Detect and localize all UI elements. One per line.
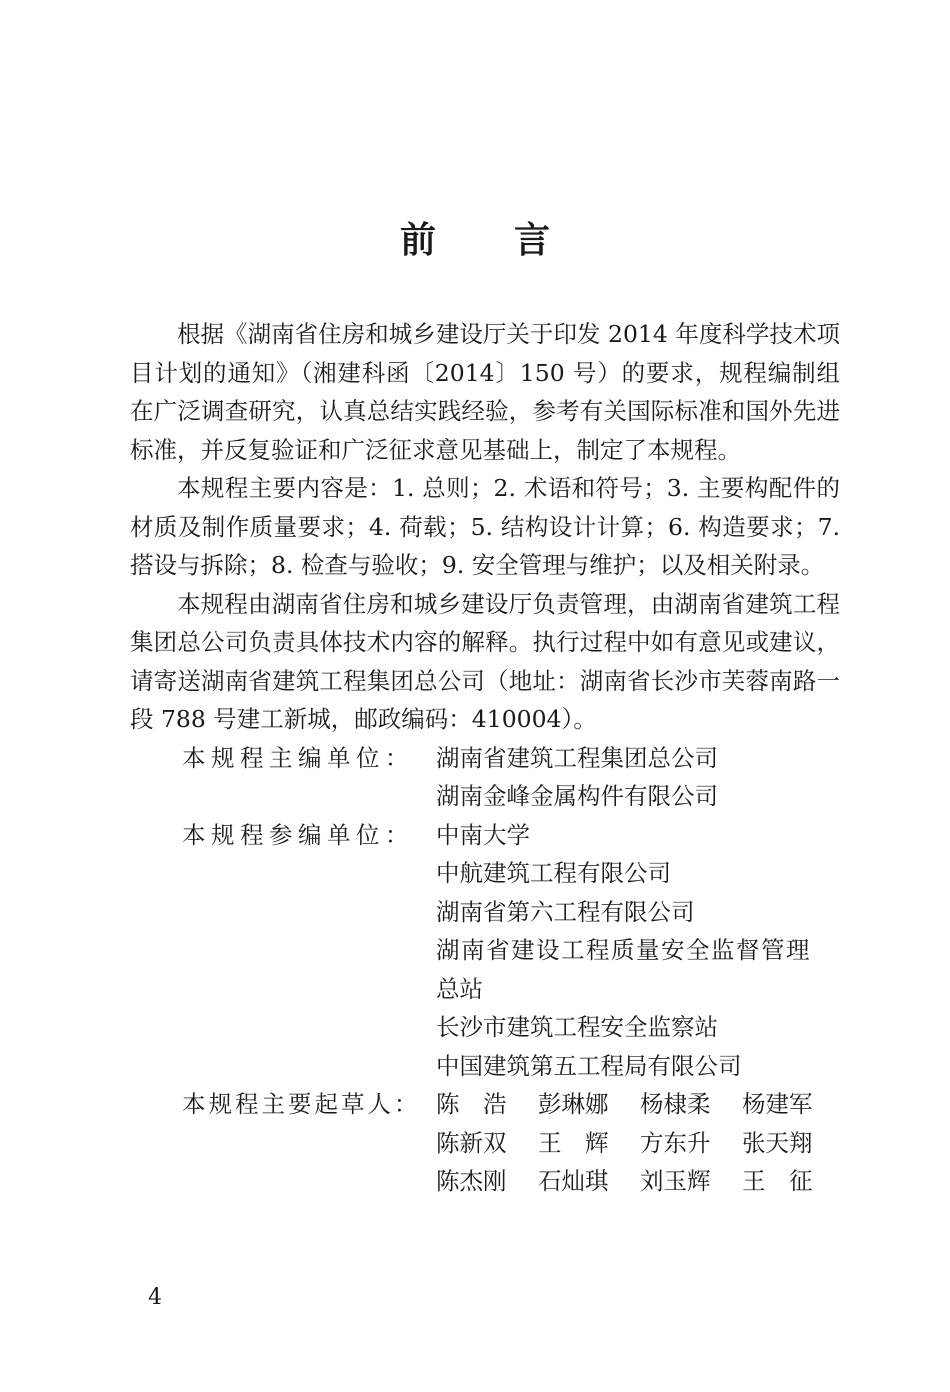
drafter-name: 陈杰刚 — [436, 1167, 507, 1195]
preface-body — [130, 315, 840, 1201]
participating-unit: 湖南省第六工程有限公司 — [436, 897, 695, 926]
drafter-name: 杨棣柔 — [640, 1090, 711, 1118]
drafter-name: 刘玉辉 — [640, 1167, 711, 1195]
chief-units-label: 本规程主编单位： — [182, 743, 414, 772]
title-char-1: 前 — [399, 220, 436, 261]
participating-unit: 长沙市建筑工程安全监察站 — [436, 1013, 718, 1041]
participating-unit: 中国建筑第五工程局有限公司 — [436, 1051, 742, 1080]
drafter-name: 陈新双 — [436, 1128, 507, 1157]
participating-units-list — [436, 816, 840, 1086]
participating-unit: 中航建筑工程有限公司 — [436, 859, 671, 887]
participating-unit: 总站 — [436, 974, 483, 1003]
participating-unit: 中南大学 — [436, 820, 530, 849]
paragraph-1: 根据《湖南省住房和城乡建设厅关于印发 2014 年度科学技术项目计划的通知》（湘建科函〔2014〕150 号）的要求，规程编制组在广泛调查研究，认真总结实践经验，参考有关国际标准和国外先进标准，并反复验证和广泛征求意见基础上，制定了本规程。 — [130, 320, 840, 464]
title-char-2: 言 — [514, 220, 551, 261]
drafter-name: 方东升 — [640, 1128, 711, 1157]
participating-units-label: 本规程参编单位： — [182, 820, 414, 849]
page-title — [0, 212, 950, 263]
drafter-name: 彭琳娜 — [538, 1090, 609, 1118]
paragraph-3: 本规程由湖南省住房和城乡建设厅负责管理，由湖南省建筑工程集团总公司负责具体技术内容的解释。执行过程中如有意见或建议，请寄送湖南省建筑工程集团总公司（地址：湖南省长沙市芙蓉南路一段 788 号建工新城，邮政编码：410004）。 — [130, 589, 840, 733]
drafter-name: 王 辉 — [538, 1128, 609, 1157]
chief-units-row — [130, 739, 840, 816]
drafters-row — [130, 1085, 840, 1201]
participating-units-row — [130, 816, 840, 1086]
chief-unit: 湖南金峰金属构件有限公司 — [436, 782, 718, 810]
drafter-name: 张天翔 — [742, 1128, 813, 1157]
chief-unit: 湖南省建筑工程集团总公司 — [436, 743, 718, 772]
drafters-list — [436, 1085, 844, 1201]
chief-units-list — [436, 739, 840, 816]
drafter-name: 石灿琪 — [538, 1167, 609, 1195]
credits — [130, 739, 840, 1201]
paragraph-2: 本规程主要内容是：1. 总则；2. 术语和符号；3. 主要构配件的材质及制作质量要求；4. 荷载；5. 结构设计计算；6. 构造要求；7. 搭设与拆除；8. 检查与验收；9. 安全管理与维护；以及相关附录。 — [130, 474, 840, 579]
page-number: 4 — [148, 1285, 162, 1310]
drafter-name: 陈 浩 — [436, 1090, 507, 1118]
participating-unit: 湖南省建设工程质量安全监督管理 — [436, 936, 811, 964]
drafters-label: 本规程主要起草人： — [182, 1090, 421, 1118]
drafter-name: 杨建军 — [742, 1090, 813, 1118]
drafter-name: 王 征 — [742, 1167, 813, 1195]
